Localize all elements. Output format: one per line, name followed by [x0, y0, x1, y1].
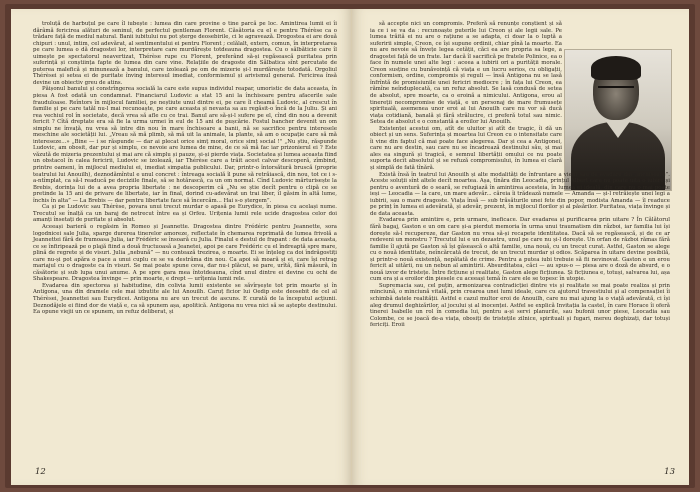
paragraph: Existenței acestui om, atît de uluitor și atît de tragic, îi dă un obiect și un sens. Suferința și moartea lui Creon cu o intensitate care îi vine din faptul că mai poate face alegerea. Dar și cea a Antigonei, care nu are destin, sau care nu se încadrează destinului său, și mai ales ea singură și tragică, e semnul libertății omului ce nu poate suporta decît absolutul și se refuză compromisului, în lumea ei clară și simplă de fată tînără.: [370, 125, 562, 172]
paragraph: Păișonul banului și constrîngerea socială la care este supus individul reapar, umoristic de data aceasta, în piesa A fost odată un condamnat. Financiarul Ludovic a stat 15 ani la închisoare pentru afacerile sale frauduloase. Reîntors în mijlocul familiei, pe neștiute unul dintre ei, pe care îl cheamă Ludovic, al crescut în familie și pe care tatăl nu-l mai recunoaște, pe care aceasta și nevasta sa au regăsit-o încă de la Juliu. Și ani rea vechiul rol în societate, decă vrea să afle cu ce trai. Banul are să-și-l sufere pe el, cînd din nou a devenit fericit ? Cîtă dreptate era să fie la urma urmei în eul de 15 ani de pușcărie. Fostul bancher devenit un om simplu ne învață, nu vrea să intre din nou în mare închisoare a banii, nă se sacrifice pentru interesele meschine ale societății lui. „Vreau să mă plimb, să mă uit la animale, la plante, să am o ocupație care să mă intereseze...» „Bine — i se răspunde — dar ai plecat orice simț moral, orice simț social !" „Nu știu, răspunde Ludovic, am obosit, dar pur și simplu, ce nevoie are lumea de mine, de ce să mă fac iar prizonierul ei ? Este văzută de mizeria prezentului și mai are că simplu și pauze, și-și pierde viața. Societatea și lumea aceasta fiind un obstacol în calea fericirii, Ludovic se izolează, iar Thérèse care a trăit acest calvar descoperă, zîmbind, printre oameni, în mijlocul mediului ei, imediat simpatia publicului. Dar, printr-o întorsătură bruscă (proprie teatrului lui Anouilh), deznodămîntul e unul concret : întreaga socială îl pune să retrăiască, din nou, tot ce i s-a-ntîmplat, ca să-l readucă pe deciziile finale, să se hotărască, ca un om normal. Cînd Ludovic mărturisește la Brebis, dorința lui de a avea propria libertate : ne descoperim că „Nu se știe decît pentru o clipă ce se pretinde la 15 ani de privare de libertate, iar în final, dorind cu-adevărat un trai liber, îl găsim în altă lume, închis în alta” — La Brebis — dar pentru libertate face să încercăm... Hai s-o ștergem”.: [33, 86, 337, 204]
paragraph: troluță de harbuțul pe care îl iubește : lumea din care provine o tine parcă pe loc. Amintirea lumii ei îi dărâmă fericirea alături de seninul, de perfectul gentleman Florent. Căsătoria cu el e pentru Thérèse ca o trădare față de mediul natural. Banii iubitului nu pot șterge deosebirile, ci le agravează. Drogostea ei are două chipuri : unul, intim, cel adevărat, al sentimentului ei pentru Florent ; celălalt, extern, comun, în interpretarea pe care lumea o dă dragostei lor, interpretare care murdărește totdeauna dragostea. Cu o sălbăticie care îl uimește pe spectatorul neavertizat, Thérèse rupe cu Florent, preferând să-și regăsească puritatea prin suferință și conștiința fapte de lumea din care vine. Relațiile de dragoste din Sălbatica sînt percutate de puterea malefică și minunează a banului, care izolează pe om de mizerie și-l murdărește totodată. Orgoliul Thérèsei și setea ei de puritate înving interesul imediat, conformismul și arivismul general. Fericirea însă devine un obiectiv greu de atins.: [33, 21, 337, 86]
paragraph: Ca și pe Ludovic sau Thérèse, povara unui trecut murdar o apasă pe Eurydice, în piesa cu același nume. Trecutul se înalță ca un baraj de netrecut între ea și Orfeu. Urițenia lumii rele ucide dragostea celor doi amanți însetați de puritate și absolut.: [33, 204, 337, 224]
open-book: [5, 4, 695, 488]
left-page-text: [33, 21, 337, 316]
paragraph: să accepte nici un compromis. Preferă să renunțe conștient și să ia ce i se va da : recunoaște puterile lui Creon și ale legii sale. Pe lumea trăită ei nu are o rațiune a se adapta, ci doar la o luptă a suferirii simple, Creon, ce își supune ordinii, chiar pînă la moarte. Ea nu are nevoie să învețe legea cetății, căci ea are propria sa lege, a dragostei față de un frate. Iar dacă îl sacrifică pe fratele Polinice, ea o face în numele unei alte legi : aceea a iubirii ori a purității morale. Creon susține cu bunăvoință că viața e un lucru serios, cu obligații, conformism, ordine, compromis și reguli — însă Antigona nu se lasă înfrîntă de promisiunile unei fericiri mediocre ; în fața lui Creon, ea rămîne neînduplecată, ca un refuz absolut. Se lasă condusă de setea de absolut, spre moarte, ca o eroină a nimicului. Antigona, erou al tinereții necompromise de viață, e un personaj de mare frumusețe spirituală, asemenea unor eroi ai lui Anouilh care nu vor să ducă viața cotidiană, banală și fără strălucire, ci preferă totul sau nimic. Setea de absolut e o constantă a eroilor lui Anouilh.: [370, 21, 563, 126]
paragraph: Supremacia sau, cel puțin, armonizarea contradicției dintre vis și realitate se mai poate realiza și prin minciună, o minciună vitală, prin crearea unei lumi ideale, care cu ajutorul travestiului și al compensației îi schimbă datele realității. Astfel e cazul multor eroi de Anouilh, care nu mai ajung la o viață adevărată, ci își aleg drumul deghizărilor, al jocului și al inocenței. Astfel se explică Invitația la castel, în care Horace îi oferă tinerei Isabelle un rol în comedia lui, pentru a-și servi planurile, sau bufonii unor piese, Leocadia sau Colombe, ce se joacă de-a viața, obosiți de tristețile zilnice, spirituali și fugari, mereu deghizați, dar totuși fericiți. Eroii: [370, 282, 670, 329]
left-page: [11, 9, 352, 485]
right-page-text: [370, 21, 670, 329]
paragraph: Evadarea prin amintire e, prin urmare, ineficace. Dar evadarea și purificarea prin uitare ? În Călătorul fără bagaj, Gaston e un om care și-a pierdut memoria în urma unui traumatism din război, iar familia lui își dorește să-l recupereze, dar Gaston nu vrea să-și recapete identitatea. Dacă să se regăsească, și de ce ar redeveni un monstru ? Trecutul lui e un dezastru, unul pe care nu și-l dorește. Un orfan de război rămas fără familie îl ajută pe Gaston să își găsească o altă familie, una nouă, cu un trecut curat. Astfel, Gaston se alege cu o nouă identitate, neîncărcată de trecut, de un trecut murdar și odios. Scăparea în uitare devine posibilă, și printr-o nouă existență, nepătată de crime. Pentru a putea iubi trebuie să fii nevinovat. Gaston e un erou fericit al uitării, nu un nebun al amintirii. Absurditatea, căci — au spus-o — piesa are o doză de absurd, e o nouă izvor de tristețe. Între ficțiune și realitate, Gaston alege ficțiunea. Și ficțiunea e, totuși, salvarea lui, așa cum era și a eroilor din piesele cu aceeași temă în care ele se topesc în utopie.: [370, 217, 670, 283]
paragraph: Evadarea din spectorea și habitudine, din colivia lumii existente se săvîrșește tot prin moarte și în Antigona, una din dramele cele mai izbutite ale lui Anouilh. Caruț ficior lui Oedip este deosebit de cel al Thérèsei, Jeannettei sau Eurydicei. Antigona nu are un trecut de ascuns. E curată de la începutul acțiunii. Deznodăjele ei fiind dor de viață e, ca să spunem așa, apolitică. Antigona nu vrea nici să se aștepte destinului. Ea opune viejii un ce spunem, un refuz deliberat, și: [33, 282, 337, 316]
page-number-right: 13: [664, 467, 675, 477]
page-number-left: 12: [35, 467, 46, 477]
paragraph: Aceeași barieră o regăsim în Romeo și Jeannette. Dragostea dintre Frédéric pentru Jeannette, sora logodnicei sale Julia, sparge durerea tinerelor amoreze, reflectate în chemarea reprimată de lumea frivolă a Jeannettei fără de frumoasa Julia, iar Frédéric se însoară cu Julia. Finalul e destul de frapant : de data aceasta, ce se înfiripează pe o plajă fiind a două fructuoasă a Jeanetei, apoi pe care Frédéric cu el îndreaptă spre mare, plină de regrete și de visuri. Julia „nebună” — nu contează trezirea, o moarte. Ei se înțeleg ca doi îndrăgostiți care nu-și pot apăra o pace a unui cuplu ce se va destrăma din nou. Ca apoi să moară și ei, care își retrag mariajul cu o dragoste ca în visuri. Se mai poate spune ceva, dar nu-i plăcut, se pare, urîtă, fără măsură, în căsătorie și sub lupa unui anume. A pe spre gara mea întotdeauna, cînd unul dintre ei devine cu ochi de Shakespeare. Dragostea învinge — prin moarte, e drept — urîțenia lumii rele.: [33, 223, 337, 283]
right-page: [352, 9, 689, 485]
paragraph: Există însă în teatrul lui Anouilh și alte modalități de înfruntare a vieții sau de evadare din „închisoare”. Aceste soluții sînt altele decît moartea. Așa, tînăra din Leocadia, prințul Albert care nu poate uita o iubire și pentru o aventură de o seară, se refugiază în amintirea acesteia, în lumea ei ideală, din care nu o mai poate ieși — Leocadia — la care, un mare adevăr... căreia îi trădează numele — Amanda — și-l retrăiește unei legi a iubirii, sau o mare dragoste. Viața însă — sub trăsăturile unei fete din popor, modista Amanda — îl readuce pe prinț în lumea ei adevărată, și adevăr, prezent, în mijlocul florilor și al păsărilor. Puritatea, viața învinge și de data aceasta.: [370, 171, 670, 217]
